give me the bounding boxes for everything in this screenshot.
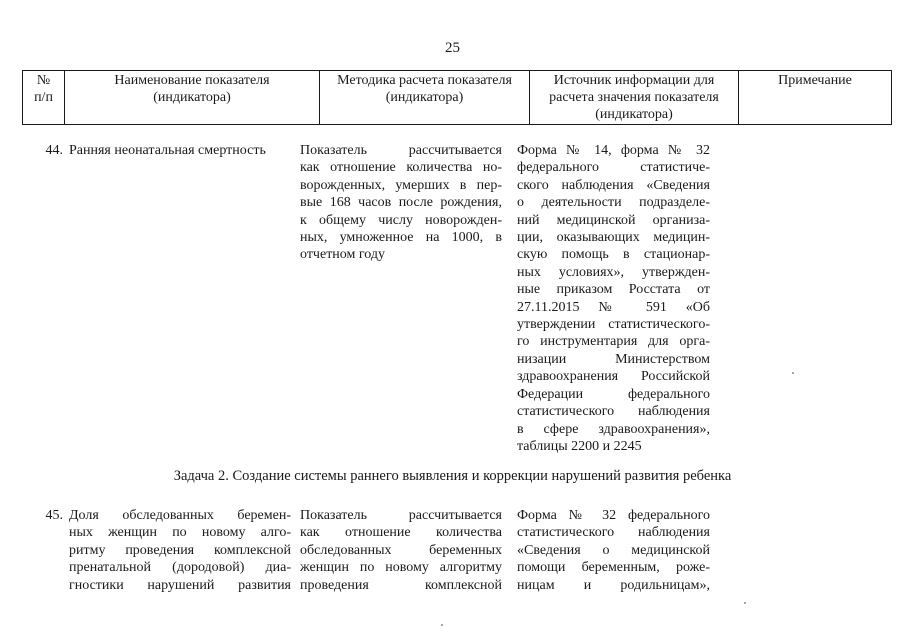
method-line: женщин по новому алгоритму	[300, 560, 502, 576]
source-line: ные приказом Росстата от	[517, 282, 710, 298]
source-line: таблицы 2200 и 2245	[517, 438, 642, 454]
name-line: ных женщин по новому алго-	[69, 525, 291, 541]
row-44-name	[69, 142, 291, 159]
row-45-name	[69, 507, 291, 594]
method-line: отчетном году	[300, 247, 386, 263]
row-45-number: 45.	[45, 508, 63, 523]
header-source-line: (индикатора)	[595, 107, 673, 122]
source-line: здравоохранения Российской	[517, 369, 710, 385]
source-line: Форма № 14, форма № 32	[517, 143, 710, 158]
source-line: 27.11.2015 № 591 «Об	[517, 299, 710, 315]
row-44-method	[300, 142, 502, 264]
scan-speck	[744, 602, 746, 604]
method-line: обследованных беременных	[300, 542, 502, 558]
header-source-line: расчета значения показателя	[549, 90, 719, 105]
source-line: ний медицинской организа-	[517, 212, 710, 228]
source-line: в сфере здравоохранения»,	[517, 421, 710, 437]
method-line: вые 168 часов после рождения,	[300, 195, 502, 211]
method-line: Показатель рассчитывается	[300, 508, 502, 523]
method-line: как отношение количества	[300, 525, 502, 541]
source-line: статистического наблюдения	[517, 525, 710, 541]
header-name-line: Наименование показателя	[114, 73, 270, 88]
name-line: Доля обследованных беремен-	[69, 508, 291, 523]
header-indicator-name	[65, 71, 320, 124]
source-line: статистического наблюдения	[517, 404, 710, 420]
source-line: Федерации федерального	[517, 386, 710, 402]
header-number	[23, 71, 65, 124]
row-45-method	[300, 507, 502, 594]
page-number: 25	[445, 40, 460, 56]
source-line: ского наблюдения «Сведения	[517, 177, 710, 193]
header-source-line: Источник информации для	[553, 73, 715, 88]
header-method	[320, 71, 530, 124]
source-line: «Сведения о медицинской	[517, 542, 710, 558]
name-line: ритму проведения комплексной	[69, 542, 291, 558]
row-44-number: 44.	[45, 143, 63, 158]
task-heading: Задача 2. Создание системы раннего выявления и коррекции нарушений развития ребенка	[173, 468, 732, 484]
header-note	[739, 71, 891, 124]
row-44-source	[517, 142, 710, 455]
method-line: Показатель рассчитывается	[300, 143, 502, 158]
method-line: ворожденных, умерших в пер-	[300, 177, 502, 193]
source-line: Форма № 32 федерального	[517, 508, 710, 523]
source-line: ных условиях», утвержден-	[517, 264, 710, 280]
name-line: пренатальной (дородовой) диа-	[69, 560, 291, 576]
source-line: скую помощь в стационар-	[517, 247, 710, 263]
source-line: о деятельности подразделе-	[517, 195, 710, 211]
table-header	[22, 70, 892, 125]
header-note-line: Примечание	[778, 73, 852, 88]
method-line: как отношение количества но-	[300, 160, 502, 176]
method-line: ных, умноженное на 1000, в	[300, 230, 502, 246]
row-44-name-line: Ранняя неонатальная смертность	[69, 143, 266, 158]
source-line: помощи беременным, роже-	[517, 560, 710, 576]
header-number-line: №	[36, 73, 51, 88]
source-line: го инструментария для орга-	[517, 334, 710, 350]
source-line: низации Министерством	[517, 351, 710, 367]
row-45-source	[517, 507, 710, 594]
source-line: ницам и родильницам»,	[517, 577, 710, 593]
header-source	[530, 71, 739, 124]
name-line: гностики нарушений развития	[69, 577, 291, 593]
source-line: утверждении статистического-	[517, 317, 710, 333]
header-name-line: (индикатора)	[153, 90, 231, 105]
header-number-line: п/п	[34, 90, 53, 105]
method-line: к общему числу новорожден-	[300, 212, 502, 228]
method-line: проведения комплексной	[300, 577, 502, 593]
scan-speck	[792, 372, 794, 374]
header-method-line: Методика расчета показателя	[337, 73, 512, 88]
header-method-line: (индикатора)	[385, 90, 464, 105]
scan-speck	[441, 624, 443, 626]
source-line: федерального статистиче-	[517, 160, 710, 176]
source-line: ции, оказывающих медицин-	[517, 230, 710, 246]
